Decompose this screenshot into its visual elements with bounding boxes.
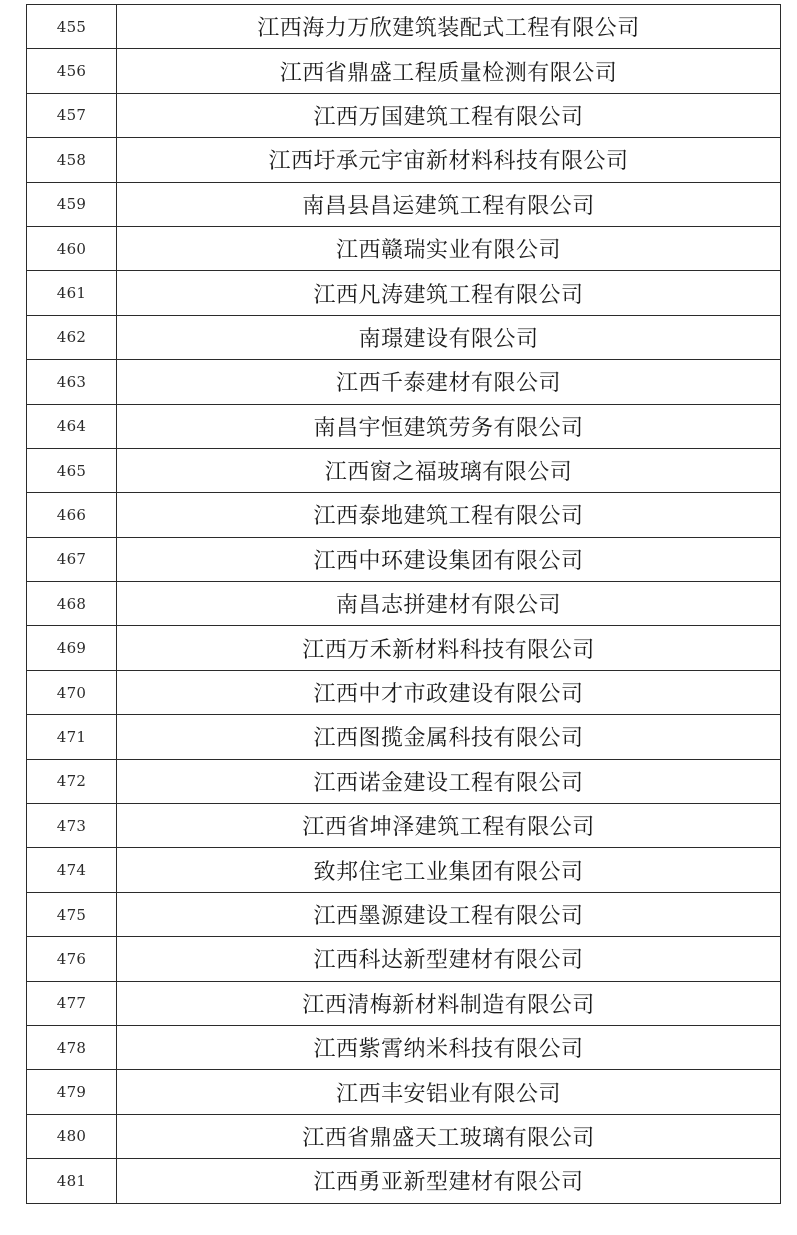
row-number: 474 (27, 848, 117, 892)
row-number: 470 (27, 670, 117, 714)
company-name: 江西清梅新材料制造有限公司 (117, 981, 781, 1025)
table-row (27, 360, 781, 404)
row-number: 465 (27, 448, 117, 492)
company-name: 江西凡涛建筑工程有限公司 (117, 271, 781, 315)
table-row (27, 715, 781, 759)
table-row (27, 804, 781, 848)
company-list-table (26, 4, 781, 1204)
company-name: 江西中才市政建设有限公司 (117, 670, 781, 714)
company-name: 南璟建设有限公司 (117, 315, 781, 359)
company-name: 江西省鼎盛工程质量检测有限公司 (117, 49, 781, 93)
row-number: 462 (27, 315, 117, 359)
table-row (27, 493, 781, 537)
table-row (27, 138, 781, 182)
table-row (27, 49, 781, 93)
row-number: 478 (27, 1025, 117, 1069)
row-number: 463 (27, 360, 117, 404)
row-number: 473 (27, 804, 117, 848)
company-name: 江西科达新型建材有限公司 (117, 937, 781, 981)
row-number: 477 (27, 981, 117, 1025)
table-row (27, 670, 781, 714)
row-number: 455 (27, 5, 117, 49)
table-row (27, 1025, 781, 1069)
company-name: 南昌县昌运建筑工程有限公司 (117, 182, 781, 226)
table-row (27, 182, 781, 226)
company-name: 江西图揽金属科技有限公司 (117, 715, 781, 759)
company-name: 江西中环建设集团有限公司 (117, 537, 781, 581)
table-row (27, 582, 781, 626)
row-number: 479 (27, 1070, 117, 1114)
company-name: 致邦住宅工业集团有限公司 (117, 848, 781, 892)
company-name: 江西海力万欣建筑装配式工程有限公司 (117, 5, 781, 49)
table-row (27, 5, 781, 49)
company-name: 南昌志拼建材有限公司 (117, 582, 781, 626)
company-name: 江西万国建筑工程有限公司 (117, 93, 781, 137)
company-name: 江西泰地建筑工程有限公司 (117, 493, 781, 537)
table-row (27, 315, 781, 359)
company-name: 江西墨源建设工程有限公司 (117, 892, 781, 936)
company-name: 江西丰安铝业有限公司 (117, 1070, 781, 1114)
table-row (27, 271, 781, 315)
company-name: 江西圩承元宇宙新材料科技有限公司 (117, 138, 781, 182)
company-name: 江西千泰建材有限公司 (117, 360, 781, 404)
row-number: 468 (27, 582, 117, 626)
company-name: 江西万禾新材料科技有限公司 (117, 626, 781, 670)
table-row (27, 937, 781, 981)
row-number: 469 (27, 626, 117, 670)
row-number: 481 (27, 1159, 117, 1203)
table-row (27, 981, 781, 1025)
row-number: 476 (27, 937, 117, 981)
company-name: 江西省鼎盛天工玻璃有限公司 (117, 1114, 781, 1158)
table-row (27, 626, 781, 670)
company-name: 江西勇亚新型建材有限公司 (117, 1159, 781, 1203)
row-number: 460 (27, 226, 117, 270)
table-row (27, 848, 781, 892)
row-number: 467 (27, 537, 117, 581)
row-number: 471 (27, 715, 117, 759)
table-row (27, 1070, 781, 1114)
table-row (27, 226, 781, 270)
table-row (27, 1114, 781, 1158)
row-number: 458 (27, 138, 117, 182)
row-number: 480 (27, 1114, 117, 1158)
table-row (27, 1159, 781, 1203)
table-row (27, 892, 781, 936)
company-name: 江西诺金建设工程有限公司 (117, 759, 781, 803)
table-row (27, 93, 781, 137)
document-sheet (26, 4, 781, 1204)
company-name: 江西省坤泽建筑工程有限公司 (117, 804, 781, 848)
table-row (27, 537, 781, 581)
company-name: 江西赣瑞实业有限公司 (117, 226, 781, 270)
table-row (27, 448, 781, 492)
company-name: 江西紫霄纳米科技有限公司 (117, 1025, 781, 1069)
row-number: 472 (27, 759, 117, 803)
row-number: 466 (27, 493, 117, 537)
row-number: 464 (27, 404, 117, 448)
row-number: 456 (27, 49, 117, 93)
row-number: 461 (27, 271, 117, 315)
row-number: 459 (27, 182, 117, 226)
row-number: 457 (27, 93, 117, 137)
company-name: 南昌宇恒建筑劳务有限公司 (117, 404, 781, 448)
table-row (27, 404, 781, 448)
row-number: 475 (27, 892, 117, 936)
table-row (27, 759, 781, 803)
company-name: 江西窗之福玻璃有限公司 (117, 448, 781, 492)
